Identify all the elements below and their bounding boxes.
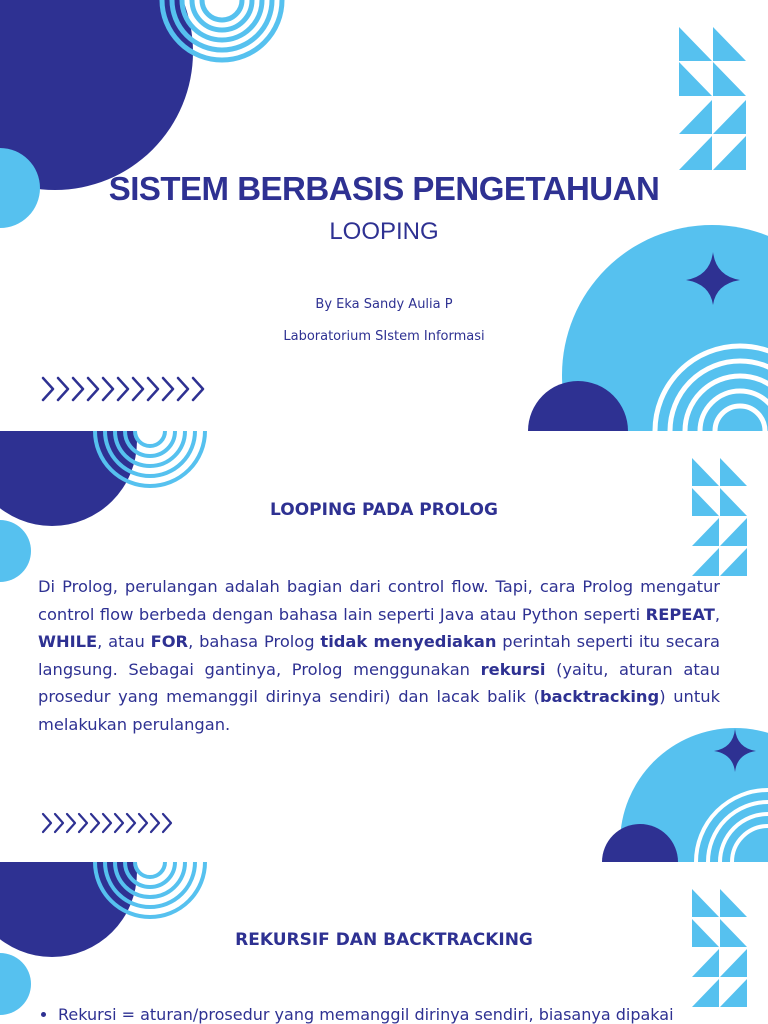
slide1-decoration xyxy=(0,0,768,431)
list-item: • Rekursi = aturan/prosedur yang memanggil dirinya sendiri, biasanya dipakai xyxy=(58,1005,748,1024)
triangle-pattern-decoration xyxy=(679,27,746,170)
slide-title xyxy=(0,0,768,431)
sky-circle-decoration xyxy=(0,953,31,1015)
body-paragraph: Di Prolog, perulangan adalah bagian dari control flow. Tapi, cara Prolog mengatur control flow berbeda dengan bahasa lain seperti Java atau Python seperti REPEAT, WHILE, atau FOR, bahasa Prolog tidak menyediakan perintah seperti itu secara langsung. Sebagai gantinya, Prolog menggunakan rekursi (yaitu, aturan atau prosedur yang memanggil dirinya sendiri) dan lacak balik (backtracking) untuk melakukan perulangan. xyxy=(38,577,721,734)
sky-circle-decoration xyxy=(0,520,31,582)
slide-rekursif-backtracking xyxy=(0,862,768,1024)
bullet-list xyxy=(58,1005,748,1024)
chevron-row-decoration xyxy=(43,378,203,400)
chevron-row-decoration xyxy=(43,814,171,832)
presentation-title: SISTEM BERBASIS PENGETAHUAN xyxy=(108,170,660,207)
section-heading: LOOPING PADA PROLOG xyxy=(270,500,498,520)
slide-looping-prolog xyxy=(0,431,768,862)
lab-name: Laboratorium SIstem Informasi xyxy=(283,329,485,344)
presentation-subtitle: LOOPING xyxy=(329,218,439,245)
section-heading: REKURSIF DAN BACKTRACKING xyxy=(235,930,533,950)
author-name: By Eka Sandy Aulia P xyxy=(315,297,453,312)
